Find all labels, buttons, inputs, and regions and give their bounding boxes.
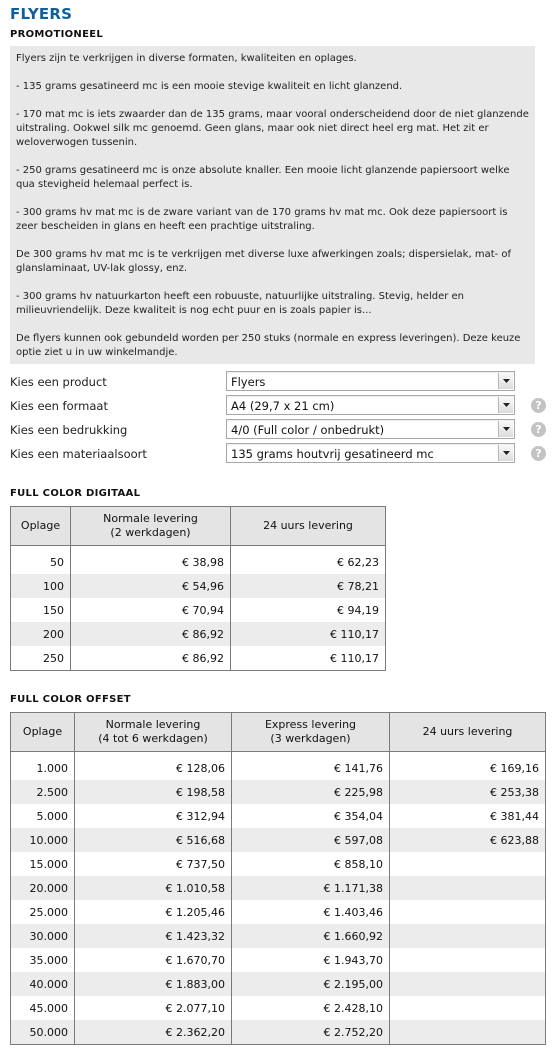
price-cell: € 858,10	[232, 852, 390, 876]
description-paragraph: - 300 grams hv natuurkarton heeft een robuuste, natuurlijke uitstraling. Stevig, helder en milieuvriendelijk. Deze kwaliteit is nog echt puur en is zoals papier is...	[16, 291, 465, 316]
price-cell: € 623,88	[390, 828, 546, 852]
offset-section-title: FULL COLOR OFFSET	[10, 694, 131, 705]
table-header-row	[11, 713, 546, 752]
quantity-cell: 150	[11, 598, 71, 622]
price-cell: € 1.423,32	[75, 924, 232, 948]
quantity-cell: 2.500	[11, 780, 75, 804]
option-label: Kies een formaat	[10, 399, 108, 413]
price-cell: € 2.077,10	[75, 996, 232, 1020]
quantity-cell: 1.000	[11, 756, 75, 780]
price-cell	[390, 972, 546, 996]
column-header-text: (4 tot 6 werkdagen)	[98, 732, 208, 745]
table-row	[11, 852, 546, 876]
digital-section-title: FULL COLOR DIGITAAL	[10, 488, 141, 499]
quantity-cell: 250	[11, 646, 71, 671]
price-cell: € 1.403,46	[232, 900, 390, 924]
price-cell: € 141,76	[232, 756, 390, 780]
column-header	[390, 713, 546, 752]
table-row	[11, 622, 386, 646]
table-row	[11, 972, 546, 996]
quantity-cell: 40.000	[11, 972, 75, 996]
description-paragraph: - 300 grams hv mat mc is de zware variant van de 170 grams hv mat mc. Ook deze papiersoort is zeer bescheiden in glans en heeft een prachtige uitstraling.	[16, 207, 508, 232]
chevron-down-icon[interactable]	[498, 373, 513, 389]
price-cell: € 2.362,20	[75, 1020, 232, 1045]
chevron-down-icon[interactable]	[498, 421, 513, 437]
column-header-text: Oplage	[22, 725, 63, 738]
quantity-cell: 200	[11, 622, 71, 646]
price-cell: € 253,38	[390, 780, 546, 804]
select-value: 4/0 (Full color / onbedrukt)	[231, 423, 385, 437]
help-icon[interactable]: ?	[531, 398, 546, 413]
price-cell: € 354,04	[232, 804, 390, 828]
price-cell: € 54,96	[71, 574, 231, 598]
price-cell	[390, 1020, 546, 1045]
price-cell: € 597,08	[232, 828, 390, 852]
column-header-text: Oplage	[20, 519, 61, 532]
option-label: Kies een product	[10, 375, 107, 389]
table-row	[11, 996, 546, 1020]
quantity-cell: 5.000	[11, 804, 75, 828]
column-header-text: 24 uurs levering	[422, 725, 513, 738]
price-cell: € 198,58	[75, 780, 232, 804]
option-row-format	[10, 394, 547, 418]
description-paragraph: - 135 grams gesatineerd mc is een mooie stevige kwaliteit en licht glanzend.	[16, 81, 403, 92]
column-header-text: Normale levering	[103, 512, 198, 525]
column-header-text: (2 werkdagen)	[110, 526, 191, 539]
price-cell	[390, 996, 546, 1020]
price-cell: € 128,06	[75, 756, 232, 780]
table-row	[11, 828, 546, 852]
price-cell: € 1.205,46	[75, 900, 232, 924]
quantity-cell: 10.000	[11, 828, 75, 852]
price-cell: € 312,94	[75, 804, 232, 828]
material-select[interactable]	[226, 443, 515, 463]
column-header-text: 24 uurs levering	[263, 519, 353, 532]
description-paragraph: De 300 grams hv mat mc is te verkrijgen met diverse luxe afwerkingen zoals; dispersielak, mat- of glanslaminaat, UV-lak glossy, enz.	[16, 249, 512, 274]
chevron-down-icon[interactable]	[498, 445, 513, 461]
column-header-text: Express levering	[264, 718, 357, 731]
price-cell: € 1.171,38	[232, 876, 390, 900]
price-cell	[390, 948, 546, 972]
price-cell: € 225,98	[232, 780, 390, 804]
table-row	[11, 900, 546, 924]
price-cell: € 78,21	[231, 574, 386, 598]
price-cell: € 62,23	[231, 550, 386, 574]
quantity-cell: 50	[11, 550, 71, 574]
price-cell: € 1.883,00	[75, 972, 232, 996]
table-header-row	[11, 507, 386, 546]
page-title: FLYERS	[10, 5, 73, 23]
quantity-cell: 30.000	[11, 924, 75, 948]
price-cell: € 381,44	[390, 804, 546, 828]
page-subtitle: PROMOTIONEEL	[10, 29, 104, 40]
table-row	[11, 924, 546, 948]
table-row	[11, 876, 546, 900]
digital-price-table	[10, 506, 386, 671]
price-cell: € 94,19	[231, 598, 386, 622]
quantity-cell: 50.000	[11, 1020, 75, 1045]
option-label: Kies een bedrukking	[10, 423, 128, 437]
option-row-printing	[10, 418, 547, 442]
price-cell: € 169,16	[390, 756, 546, 780]
price-cell: € 86,92	[71, 646, 231, 671]
table-row	[11, 948, 546, 972]
format-select[interactable]	[226, 395, 515, 415]
price-cell: € 1.943,70	[232, 948, 390, 972]
column-header-text: Normale levering	[105, 718, 201, 731]
quantity-cell: 100	[11, 574, 71, 598]
quantity-cell: 25.000	[11, 900, 75, 924]
price-cell: € 70,94	[71, 598, 231, 622]
column-header	[71, 507, 231, 546]
table-row	[11, 646, 386, 671]
table-row	[11, 1020, 546, 1045]
option-label: Kies een materiaalsoort	[10, 447, 147, 461]
printing-select[interactable]	[226, 419, 515, 439]
table-row	[11, 598, 386, 622]
description-panel	[10, 46, 535, 364]
column-header-text: (3 werkdagen)	[270, 732, 351, 745]
price-cell: € 737,50	[75, 852, 232, 876]
table-row	[11, 756, 546, 780]
price-cell: € 110,17	[231, 646, 386, 671]
table-row	[11, 804, 546, 828]
column-header	[11, 713, 75, 752]
column-header	[11, 507, 71, 546]
column-header	[75, 713, 232, 752]
price-cell: € 86,92	[71, 622, 231, 646]
table-row	[11, 550, 386, 574]
price-cell: € 516,68	[75, 828, 232, 852]
quantity-cell: 15.000	[11, 852, 75, 876]
product-select[interactable]	[226, 371, 515, 391]
price-cell: € 2.428,10	[232, 996, 390, 1020]
quantity-cell: 45.000	[11, 996, 75, 1020]
quantity-cell: 20.000	[11, 876, 75, 900]
price-cell: € 1.660,92	[232, 924, 390, 948]
description-paragraph: - 170 mat mc is iets zwaarder dan de 135 grams, maar vooral onderscheidend door de niet glanzende uitstraling. Ookwel silk mc genoemd. Geen glans, maar ook niet direct heel erg mat. Het zit er weloverwogen tussenin.	[16, 109, 529, 148]
quantity-cell: 35.000	[11, 948, 75, 972]
description-paragraph: - 250 grams gesatineerd mc is onze absolute knaller. Een mooie licht glanzende papiersoort welke qua stevigheid helemaal perfect is.	[16, 165, 510, 190]
help-icon[interactable]: ?	[531, 446, 546, 461]
price-cell: € 2.752,20	[232, 1020, 390, 1045]
price-cell	[390, 876, 546, 900]
price-cell	[390, 924, 546, 948]
product-options-form	[10, 370, 547, 466]
price-cell: € 2.195,00	[232, 972, 390, 996]
price-cell	[390, 852, 546, 876]
column-header	[232, 713, 390, 752]
description-paragraph: De flyers kunnen ook gebundeld worden per 250 stuks (normale en express leveringen). Deze keuze optie ziet u in uw winkelmandje.	[16, 333, 521, 358]
option-row-material	[10, 442, 547, 466]
price-cell	[390, 900, 546, 924]
chevron-down-icon[interactable]	[498, 397, 513, 413]
select-value: 135 grams houtvrij gesatineerd mc	[231, 447, 434, 461]
price-cell: € 38,98	[71, 550, 231, 574]
description-paragraph: Flyers zijn te verkrijgen in diverse formaten, kwaliteiten en oplages.	[16, 53, 357, 64]
select-value: A4 (29,7 x 21 cm)	[231, 399, 335, 413]
table-row	[11, 780, 546, 804]
price-cell: € 110,17	[231, 622, 386, 646]
offset-price-table	[10, 712, 546, 1045]
table-row	[11, 574, 386, 598]
option-row-product	[10, 370, 547, 394]
column-header	[231, 507, 386, 546]
select-value: Flyers	[231, 375, 266, 389]
price-cell: € 1.010,58	[75, 876, 232, 900]
price-cell: € 1.670,70	[75, 948, 232, 972]
help-icon[interactable]: ?	[531, 422, 546, 437]
